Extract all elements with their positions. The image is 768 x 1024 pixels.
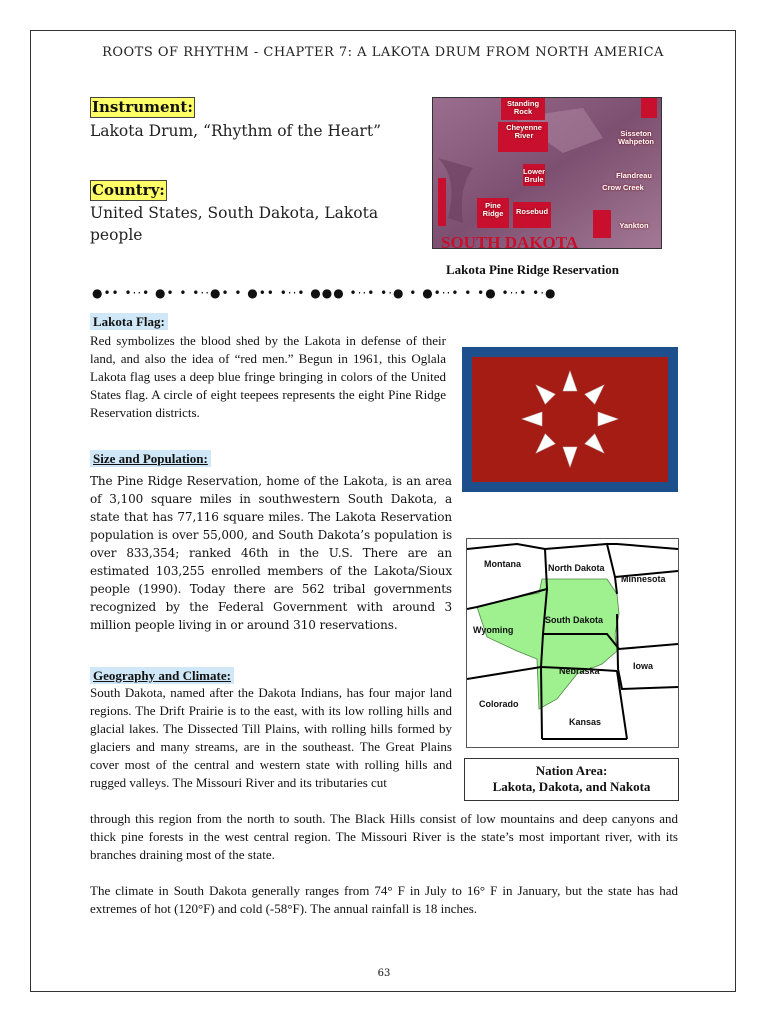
page-header: ROOTS OF RHYTHM - CHAPTER 7: A LAKOTA DRUM FROM NORTH AMERICA: [102, 45, 664, 60]
state-label-colorado: Colorado: [479, 699, 519, 709]
sd-label-yankton: Yankton: [619, 221, 649, 230]
sd-map-title: SOUTH DAKOTA: [441, 233, 579, 252]
country-label: Country:: [92, 181, 165, 199]
lakota-flag: [462, 347, 678, 492]
flag-text: Red symbolizes the blood shed by the Lakota in defense of their land, and also the idea of “red men.” Begun in 1961, this Oglala Lakota flag uses a deep blue fringe bringing in colors of the United States flag. A circle of eight teepees represents the eight Pine Ridge Reservation districts.: [90, 333, 446, 420]
climate-text: The climate in South Dakota generally ranges from 74° F in July to 16° F in January, but the state has had extremes of hot (120°F) and cold (-58°F). The annual rainfall is 18 inches.: [90, 883, 678, 916]
instrument-value: Lakota Drum, “Rhythm of the Heart”: [90, 122, 381, 140]
sd-label-lower-brule: Lower Brule: [522, 167, 546, 184]
page-number: 63: [377, 968, 391, 979]
sd-label-sisseton: Sisseton Wahpeton: [618, 129, 654, 146]
nation-caption-line1: Nation Area:: [535, 763, 608, 778]
state-label-montana: Montana: [484, 559, 521, 569]
country-value-line1: United States, South Dakota, Lakota: [90, 204, 379, 222]
state-label-wyoming: Wyoming: [473, 625, 514, 635]
south-dakota-map: [432, 97, 662, 249]
state-label-iowa: Iowa: [633, 661, 654, 671]
sd-label-pine-ridge: Pine Ridge: [482, 201, 504, 218]
state-label-nebraska: Nebraska: [559, 666, 600, 676]
sd-label-crow-creek: Crow Creek: [602, 183, 644, 192]
size-heading: Size and Population:: [90, 450, 211, 467]
nation-caption-line2: Lakota, Dakota, and Nakota: [492, 779, 651, 794]
flag-field: [472, 357, 668, 482]
nation-caption: [464, 758, 679, 801]
flag-heading: Lakota Flag:: [90, 313, 168, 330]
country-value-line2: people: [90, 226, 143, 244]
state-label-south-dakota: South Dakota: [545, 615, 604, 625]
state-label-minnesota: Minnesota: [621, 574, 666, 584]
sd-label-flandreau: Flandreau: [616, 171, 652, 180]
nation-area-map: [466, 538, 679, 748]
instrument-block: [90, 97, 195, 118]
sd-label-rosebud: Rosebud: [515, 207, 549, 216]
state-label-kansas: Kansas: [569, 717, 602, 727]
sd-map-caption: Lakota Pine Ridge Reservation: [446, 262, 619, 277]
geo-heading: Geography and Climate:: [90, 667, 234, 684]
state-label-north-dakota: North Dakota: [548, 563, 605, 573]
dot-divider: ●•• •··• ●• • •··●• • ●•• •··• ●●● •··• •·● • ●•··• • •● •··• •·●: [92, 286, 557, 300]
instrument-label: Instrument:: [92, 98, 193, 116]
country-block: [90, 180, 167, 201]
size-text: The Pine Ridge Reservation, home of the Lakota, is an area of 3,100 square miles in southwestern South Dakota, a state that has 77,116 square miles. The Lakota Reservation population is over 55,000, and South Dakota’s population is over 833,354; ranked 46th in the U.S. There are an estimated 103,255 enrolled members of the Lakota/Sioux people (1990). Today there are 562 tribal governments recognized by the Federal Government with around 3 million people living in or around 310 reservations.: [90, 474, 452, 632]
geo-text-wide: through this region from the north to south. The Black Hills consist of low mountains and deep canyons and thick pine forests in the west central region. The Missouri River is the state’s most important river, with its branches draining most of the state.: [90, 811, 678, 862]
geo-text-narrow: South Dakota, named after the Dakota Indians, has four major land regions. The Drift Prairie is to the east, with its low rolling hills and glacial lakes. The Dissected Till Plains, with rolling hills formed by glaciers and many streams, are in the southeast. The Great Plains cover most of the central and western state with rolling hills and rugged valleys. The Missouri River and its tributaries cut: [90, 685, 452, 790]
teepee-circle-icon: [472, 357, 668, 482]
sd-label-cheyenne-river: Cheyenne River: [506, 123, 542, 140]
sd-label-standing-rock: Standing Rock: [506, 99, 540, 116]
